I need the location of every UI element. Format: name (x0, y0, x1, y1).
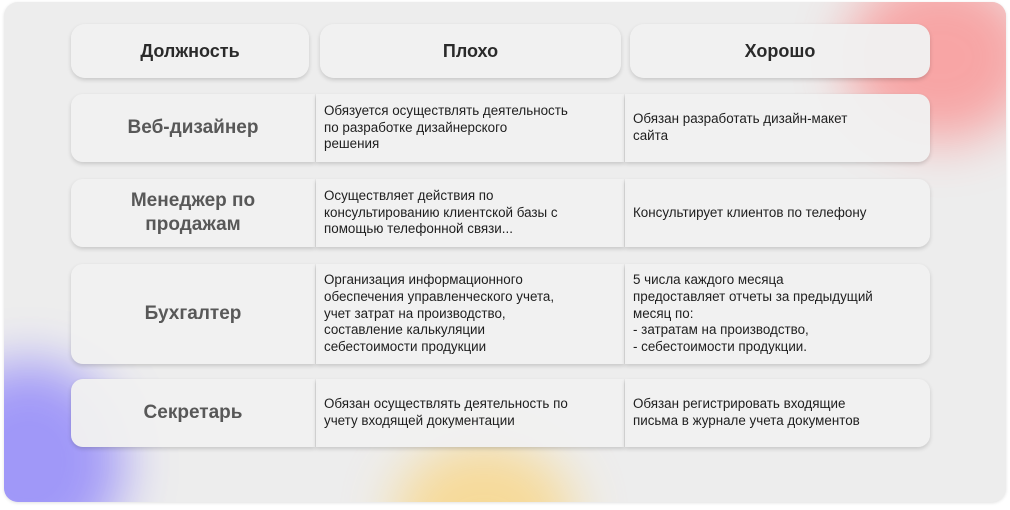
position-cell: Бухгалтер (71, 264, 315, 364)
good-example-cell: Обязан разработать дизайн-макет сайта (625, 94, 930, 162)
good-example-cell: Консультирует клиентов по телефону (625, 179, 930, 247)
bad-example-cell: Обязуется осуществлять деятельность по разработке дизайнерского решения (316, 94, 624, 162)
position-cell: Менеджер по продажам (71, 179, 315, 247)
bad-example-cell: Осуществляет действия по консультированию клиентской базы с помощью телефонной связи... (316, 179, 624, 247)
good-example-cell: Обязан регистрировать входящие письма в журнале учета документов (625, 379, 930, 447)
bad-example-cell: Организация информационного обеспечения управленческого учета, учет затрат на производство, составление калькуляции себестоимости продукции (316, 264, 624, 364)
comparison-card (4, 2, 1006, 502)
position-cell: Секретарь (71, 379, 315, 447)
header-good: Хорошо (630, 24, 930, 78)
good-example-cell: 5 числа каждого месяца предоставляет отчеты за предыдущий месяц по: - затратам на производство, - себестоимости продукции. (625, 264, 930, 364)
header-position: Должность (71, 24, 309, 78)
bad-example-cell: Обязан осуществлять деятельность по учету входящей документации (316, 379, 624, 447)
header-bad: Плохо (320, 24, 621, 78)
position-cell: Веб-дизайнер (71, 94, 315, 162)
